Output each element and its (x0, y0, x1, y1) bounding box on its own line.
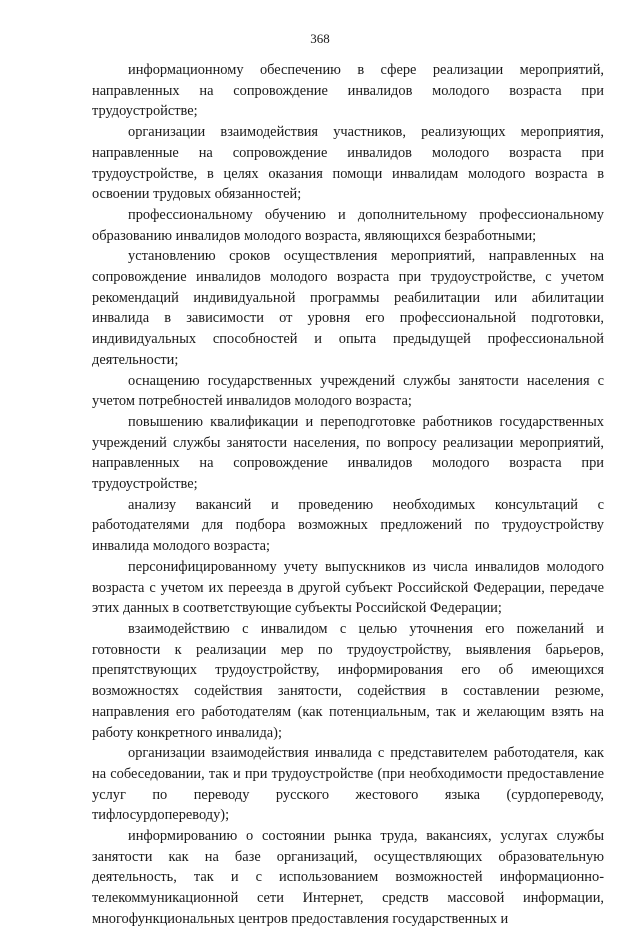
page-number: 368 (310, 31, 330, 46)
paragraph: персонифицированному учету выпускников из числа инвалидов молодого возраста с учетом их переезда в другой субъект Российской Федерации, передаче этих данных в соответствующие субъекты Российской Федерации; (92, 558, 604, 617)
paragraph: установлению сроков осуществления мероприятий, направленных на сопровождение инвалидов молодого возраста при трудоустройстве, с учетом рекомендаций индивидуальной программы реабилитации или абилитации инвалида в зависимости от уровня его профессиональной подготовки, индивидуальных способностей и опыта предыдущей профессиональной деятельности; (92, 248, 604, 368)
paragraph: анализу вакансий и проведению необходимых консультаций с работодателями для подбора возможных предложений по трудоустройству инвалида молодого возраста; (92, 496, 604, 555)
paragraph: информированию о состоянии рынка труда, вакансиях, услугах службы занятости как на базе организаций, осуществляющих образовательную деятельность, так и с использованием возможностей информационно-телекоммуникационной сети Интернет, средств массовой информации, многофункциональных центров предоставления государственных и (92, 828, 604, 927)
paragraph: взаимодействию с инвалидом с целью уточнения его пожеланий и готовности к реализации мер по трудоустройству, выявления барьеров, препятствующих трудоустройству, информирования его об имеющихся возможностях содействия занятости, содействия в составлении резюме, направления его работодателям (как потенциальным, так и желающим взять на работу конкретного инвалида); (92, 620, 604, 741)
paragraph: оснащению государственных учреждений службы занятости населения с учетом потребностей инвалидов молодого возраста; (92, 372, 604, 410)
paragraph: информационному обеспечению в сфере реализации мероприятий, направленных на сопровождение инвалидов молодого возраста при трудоустройстве; (92, 62, 604, 120)
paragraph: повышению квалификации и переподготовке работников государственных учреждений службы занятости населения, по вопросу реализации мероприятий, направленных на сопровождение инвалидов молодого возраста при трудоустройстве; (92, 413, 604, 493)
document-body (92, 60, 604, 930)
paragraph: организации взаимодействия участников, реализующих мероприятия, направленные на сопровождение инвалидов молодого возраста при трудоустройстве, в целях оказания помощи инвалидам молодого возраста в освоении трудовых обязанностей; (92, 124, 604, 203)
paragraph: организации взаимодействия инвалида с представителем работодателя, как на собеседовании, так и при трудоустройстве (при необходимости предоставление услуг по переводу русского жестового языка (сурдопереводу, тифлосурдопереводу); (92, 745, 604, 824)
paragraph: профессиональному обучению и дополнительному профессиональному образованию инвалидов молодого возраста, являющихся безработными; (92, 206, 604, 244)
